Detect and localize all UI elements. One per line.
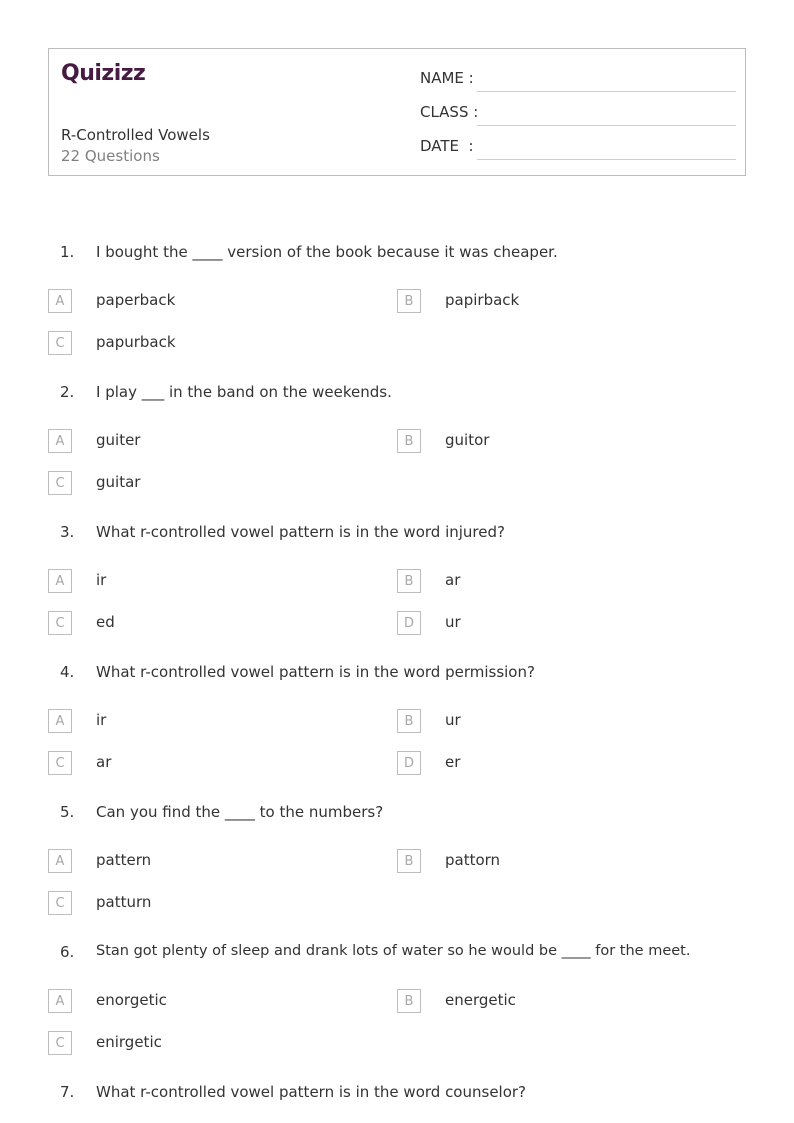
name-field[interactable] (420, 69, 736, 93)
question-count: 22 Questions (61, 147, 160, 165)
option-text: ed (96, 613, 115, 631)
question-number: 2. (60, 383, 75, 401)
option-text: papirback (445, 291, 520, 309)
option-letter-box[interactable]: C (48, 471, 72, 495)
option-text: ar (96, 753, 112, 771)
question-number: 5. (60, 803, 75, 821)
class-label: CLASS : (420, 103, 479, 121)
question-text: Stan got plenty of sleep and drank lots of water so he would be ____ for the meet. (96, 943, 691, 959)
option-text: ir (96, 571, 107, 589)
option-letter-box[interactable]: C (48, 891, 72, 915)
option-text: ur (445, 711, 461, 729)
option-letter-box[interactable]: A (48, 429, 72, 453)
option-text: guitor (445, 431, 490, 449)
option-letter-box[interactable]: D (397, 751, 421, 775)
option-text: enirgetic (96, 1033, 162, 1051)
question-number: 1. (60, 243, 75, 261)
option-text: guitar (96, 473, 141, 491)
name-line[interactable] (477, 91, 736, 92)
question-text: I bought the ____ version of the book because it was cheaper. (96, 243, 558, 261)
question-number: 4. (60, 663, 75, 681)
option-letter-box[interactable]: B (397, 569, 421, 593)
class-field[interactable] (420, 103, 736, 127)
option-text: guiter (96, 431, 141, 449)
option-letter-box[interactable]: A (48, 709, 72, 733)
question-text: Can you find the ____ to the numbers? (96, 803, 384, 821)
question-number: 6. (60, 943, 75, 961)
option-letter-box[interactable]: B (397, 709, 421, 733)
option-text: energetic (445, 991, 516, 1009)
worksheet-header (48, 48, 746, 176)
svg-text:Quizizz: Quizizz (61, 61, 146, 86)
option-text: pattorn (445, 851, 501, 869)
option-letter-box[interactable]: C (48, 1031, 72, 1055)
option-text: papurback (96, 333, 176, 351)
option-text: paperback (96, 291, 176, 309)
option-letter-box[interactable]: B (397, 289, 421, 313)
option-letter-box[interactable]: A (48, 289, 72, 313)
option-text: pattern (96, 851, 152, 869)
option-letter-box[interactable]: D (397, 611, 421, 635)
option-letter-box[interactable]: A (48, 849, 72, 873)
option-letter-box[interactable]: A (48, 569, 72, 593)
option-letter-box[interactable]: C (48, 331, 72, 355)
option-letter-box[interactable]: A (48, 989, 72, 1013)
question-text: What r-controlled vowel pattern is in the word counselor? (96, 1083, 527, 1101)
option-text: ar (445, 571, 461, 589)
option-letter-box[interactable]: B (397, 849, 421, 873)
worksheet-title: R-Controlled Vowels (61, 126, 210, 144)
option-letter-box[interactable]: B (397, 989, 421, 1013)
date-line[interactable] (477, 159, 736, 160)
option-text: ur (445, 613, 461, 631)
quizizz-logo (61, 57, 153, 87)
option-text: patturn (96, 893, 152, 911)
date-label: DATE : (420, 137, 474, 155)
question-text: I play ___ in the band on the weekends. (96, 383, 392, 401)
class-line[interactable] (477, 125, 736, 126)
question-number: 3. (60, 523, 75, 541)
option-letter-box[interactable]: B (397, 429, 421, 453)
option-text: enorgetic (96, 991, 167, 1009)
date-field[interactable] (420, 137, 736, 161)
option-letter-box[interactable]: C (48, 751, 72, 775)
question-number: 7. (60, 1083, 75, 1101)
option-letter-box[interactable]: C (48, 611, 72, 635)
question-text: What r-controlled vowel pattern is in the word injured? (96, 523, 505, 541)
name-label: NAME : (420, 69, 474, 87)
option-text: er (445, 753, 461, 771)
option-text: ir (96, 711, 107, 729)
question-text: What r-controlled vowel pattern is in the word permission? (96, 663, 535, 681)
